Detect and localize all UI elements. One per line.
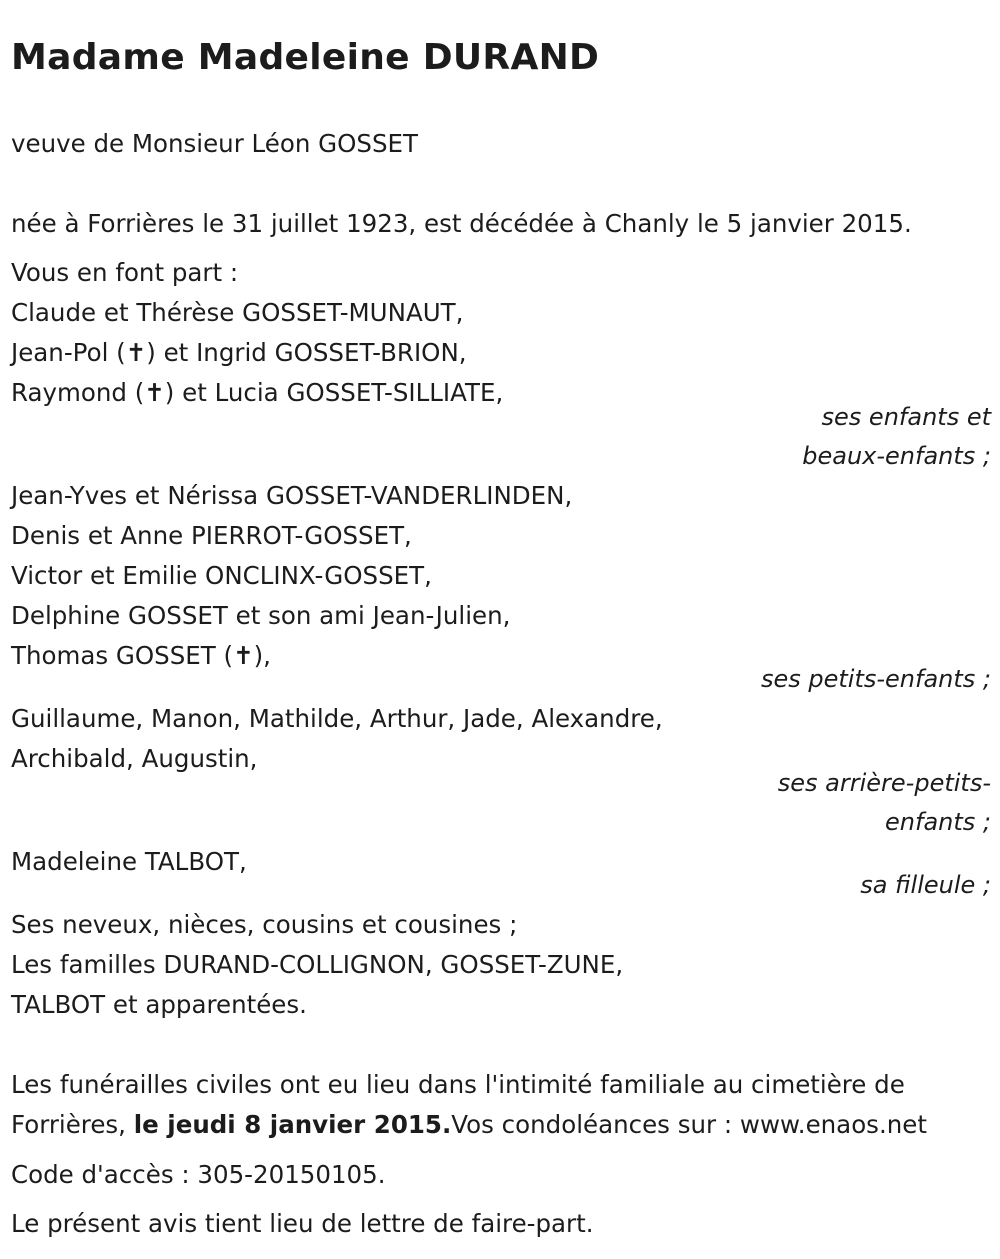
widow-of-line: veuve de Monsieur Léon GOSSET — [11, 129, 418, 158]
condolences-text: Vos condoléances sur : www.enaos.net — [451, 1110, 927, 1139]
grandchild-line: Delphine GOSSET et son ami Jean-Julien, — [11, 601, 511, 630]
grandchild-line: Victor et Emilie ONCLINX-GOSSET, — [11, 561, 432, 590]
goddaughter-line: Madeleine TALBOT, — [11, 847, 247, 876]
funeral-date: le jeudi 8 janvier 2015. — [133, 1110, 452, 1139]
children-role: ses enfants et — [821, 403, 991, 431]
relatives-line: Les familles DURAND-COLLIGNON, GOSSET-ZUNE, — [11, 950, 624, 979]
child-line: Claude et Thérèse GOSSET-MUNAUT, — [11, 298, 464, 327]
great-grandchildren-role: enfants ; — [885, 808, 991, 836]
great-grandchildren-role: ses arrière-petits- — [777, 769, 991, 797]
funeral-details-line — [11, 1109, 927, 1141]
access-code-line: Code d'accès : 305-20150105. — [11, 1160, 386, 1189]
children-role: beaux-enfants ; — [802, 442, 991, 470]
intro-line: Vous en font part : — [11, 258, 239, 287]
grandchild-line: Denis et Anne PIERROT-GOSSET, — [11, 521, 412, 550]
relatives-line: Ses neveux, nièces, cousins et cousines ; — [11, 910, 518, 939]
funeral-place: Forrières, — [11, 1110, 126, 1139]
child-line: Jean-Pol (✝) et Ingrid GOSSET-BRION, — [11, 338, 467, 367]
grandchild-line: Jean-Yves et Nérissa GOSSET-VANDERLINDEN, — [11, 481, 573, 510]
grandchildren-role: ses petits-enfants ; — [760, 665, 991, 693]
great-grandchild-line: Guillaume, Manon, Mathilde, Arthur, Jade, Alexandre, — [11, 704, 663, 733]
birth-death-line: née à Forrières le 31 juillet 1923, est décédée à Chanly le 5 janvier 2015. — [11, 209, 912, 238]
funeral-line: Les funérailles civiles ont eu lieu dans l'intimité familiale au cimetière de — [11, 1070, 905, 1099]
relatives-line: TALBOT et apparentées. — [11, 990, 307, 1019]
goddaughter-role: sa filleule ; — [860, 871, 991, 899]
great-grandchild-line: Archibald, Augustin, — [11, 744, 258, 773]
deceased-name: Madame Madeleine DURAND — [11, 37, 600, 78]
child-line: Raymond (✝) et Lucia GOSSET-SILLIATE, — [11, 378, 504, 407]
closing-line: Le présent avis tient lieu de lettre de faire-part. — [11, 1209, 594, 1238]
grandchild-line: Thomas GOSSET (✝), — [11, 641, 271, 670]
